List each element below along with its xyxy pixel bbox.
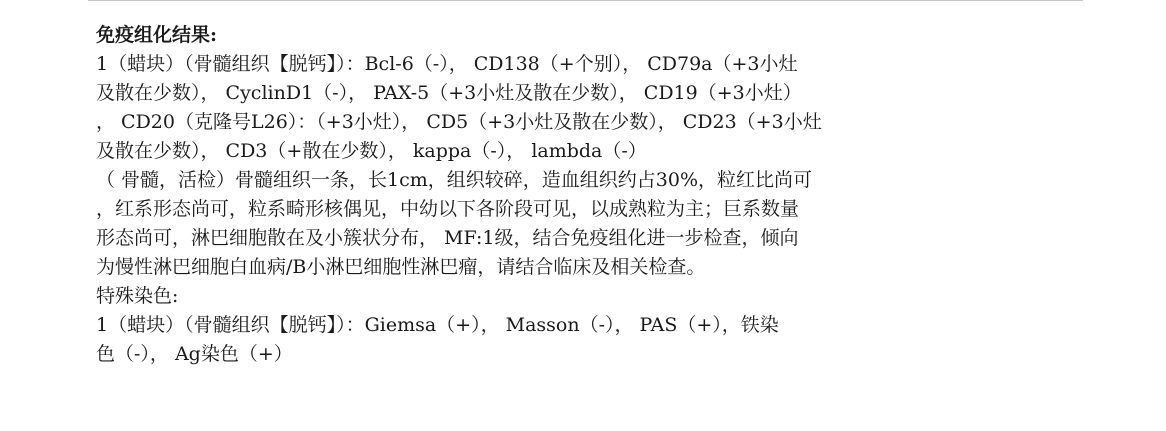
ihc-line-2: 及散在少数）， CyclinD1（-）， PAX-5（+3小灶及散在少数）， CD19（+3小灶） <box>96 82 802 104</box>
top-divider <box>88 0 1083 1</box>
biopsy-line-4: 为慢性淋巴细胞白血病/B小淋巴细胞性淋巴瘤，请结合临床及相关检查。 <box>96 256 706 278</box>
ihc-heading: 免疫组化结果: <box>96 24 218 46</box>
biopsy-line-3: 形态尚可，淋巴细胞散在及小簇状分布， MF:1级，结合免疫组化进一步检查，倾向 <box>96 227 799 249</box>
ihc-line-4: 及散在少数）， CD3（+散在少数）， kappa（-）， lambda（-） <box>96 140 647 162</box>
biopsy-line-1: （ 骨髓，活检）骨髓组织一条，长1cm，组织较碎，造血组织约占30%，粒红比尚可 <box>96 169 813 191</box>
special-stain-line-1: 1（蜡块）（骨髓组织【脱钙】）：Giemsa（+）， Masson（-）， PAS（+），铁染 <box>96 314 779 336</box>
pathology-report <box>96 21 1096 369</box>
biopsy-line-2: ，红系形态尚可，粒系畸形核偶见，中幼以下各阶段可见，以成熟粒为主；巨系数量 <box>96 198 800 220</box>
special-stain-heading: 特殊染色: <box>96 285 179 307</box>
ihc-line-1: 1（蜡块）（骨髓组织【脱钙】）：Bcl-6（-）， CD138（+个别）， CD79a（+3小灶 <box>96 53 798 75</box>
ihc-line-3: ， CD20（克隆号L26）：（+3小灶）， CD5（+3小灶及散在少数）， CD23（+3小灶 <box>96 111 822 133</box>
special-stain-line-2: 色（-）， Ag染色（+） <box>96 343 293 365</box>
